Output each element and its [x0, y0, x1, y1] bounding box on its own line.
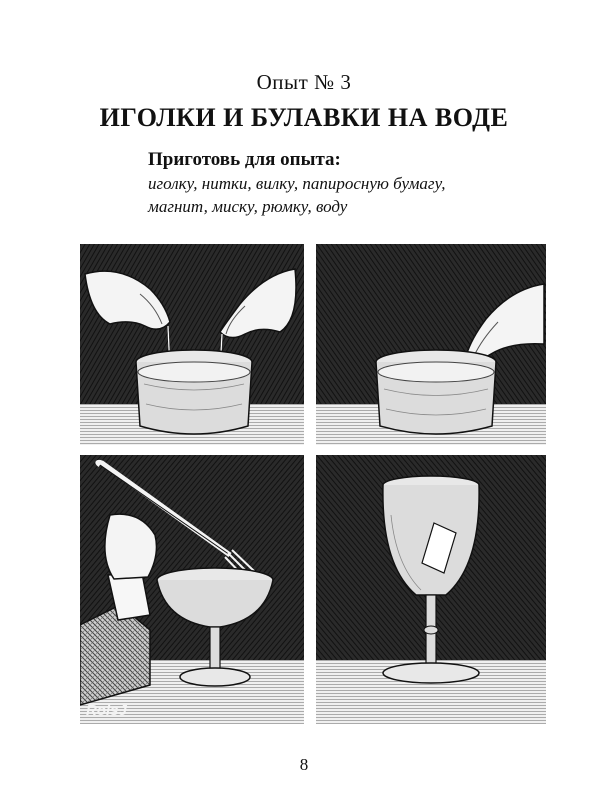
experiment-label: Опыт № 3 [256, 70, 352, 94]
materials-line-2: магнит, миску, рюмку, воду [148, 197, 348, 216]
artist-signature: RolsJ [86, 702, 127, 719]
engraving-illustration [80, 244, 546, 724]
panel-fork-and-coupe-glass [80, 455, 304, 724]
materials-heading: Приготовь для опыта: [148, 149, 341, 170]
panel-hands-with-needles [80, 244, 304, 445]
materials-line-1: иголку, нитки, вилку, папиросную бумагу, [148, 174, 446, 193]
panel-wine-glass-with-paper [316, 455, 546, 724]
panel-hand-over-bowl [316, 244, 546, 445]
page-number: 8 [299, 755, 309, 774]
page-title: ИГОЛКИ И БУЛАВКИ НА ВОДЕ [99, 103, 509, 132]
